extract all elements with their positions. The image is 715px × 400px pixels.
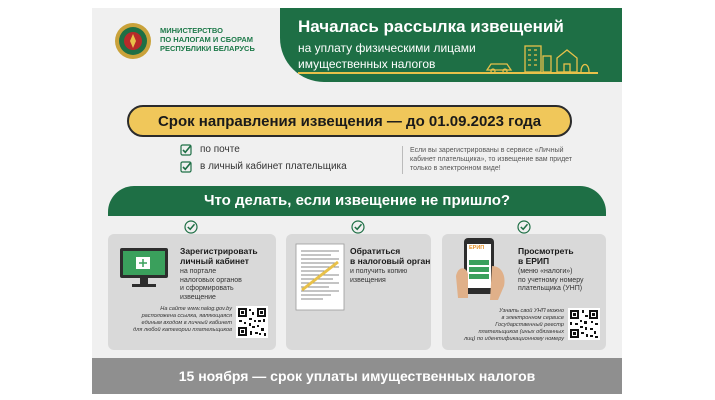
banner-subtitle: имущественных налогов	[298, 57, 436, 71]
ministry-line: МИНИСТЕРСТВО	[160, 26, 223, 35]
card-title-line: в налоговый орган	[350, 256, 431, 266]
document-icon	[294, 242, 346, 312]
card-title-line: личный кабинет	[180, 256, 249, 266]
deadline-text: Срок направления извещения — до 01.09.2023 года	[157, 113, 542, 130]
card-description-line: извещение	[180, 293, 216, 301]
card-title	[518, 246, 574, 266]
card-description	[350, 268, 407, 285]
qr-code-icon[interactable]	[568, 308, 600, 340]
what-to-do-title: Что делать, если извещение не пришло?	[203, 192, 511, 209]
card-footnote-line: в электронном сервисе	[501, 315, 564, 321]
card-title-line: Обратиться	[350, 246, 401, 256]
card-tax-office	[286, 234, 431, 350]
ministry-line: ПО НАЛОГАМ И СБОРАМ	[160, 35, 253, 44]
ministry-line: РЕСПУБЛИКИ БЕЛАРУСЬ	[160, 44, 255, 53]
card-footnote-line: лиц) по идентификационному номеру	[464, 336, 564, 342]
card-footnote-line: расположена ссылка, являющаяся	[141, 313, 232, 319]
card-description-line: плательщика (УНП)	[518, 285, 583, 292]
delivery-option-cabinet: в личный кабинет плательщика	[200, 161, 347, 172]
payment-deadline-text: 15 ноября — срок уплаты имущественных налогов	[178, 368, 536, 384]
card-description-line: и сформировать	[180, 285, 234, 292]
computer-icon	[118, 246, 170, 290]
card-title-line: в ЕРИП	[518, 256, 550, 266]
qr-code-icon[interactable]	[236, 306, 268, 338]
deadline-pill	[127, 105, 572, 137]
electronic-notice-note: Если вы зарегистрированы в сервисе «Личный кабинет плательщика», то извещение вам придет только в электронном виде!	[410, 147, 573, 172]
card-footnote-line: На сайте www.nalog.gov.by	[160, 306, 232, 312]
check-icon	[184, 220, 198, 234]
notice-poster	[92, 8, 622, 394]
checkbox-checked-icon	[180, 144, 192, 156]
card-description-line: на портале	[180, 268, 217, 275]
card-title-line: Зарегистрировать	[180, 246, 258, 256]
card-description-line: и получить копию	[350, 268, 408, 275]
card-footnote	[114, 306, 232, 334]
card-footnote-line: единым входом в личный кабинет	[141, 320, 232, 326]
check-icon	[351, 220, 365, 234]
card-title	[350, 246, 430, 266]
property-illustration-icon	[485, 40, 605, 76]
header-banner	[280, 8, 622, 82]
banner-subtitle: на уплату физическими лицами	[298, 41, 476, 55]
checkbox-checked-icon	[180, 161, 192, 173]
banner-title: Началась рассылка извещений	[298, 17, 564, 36]
card-title	[180, 246, 258, 266]
card-description-line: извещения	[350, 276, 386, 284]
card-footnote-line: для любой категории плательщиков	[133, 327, 232, 333]
card-description	[518, 268, 584, 294]
card-description-line: (меню «налоги»)	[518, 268, 573, 275]
ministry-emblem-icon	[114, 22, 152, 60]
card-footnote-line: Государственный реестр	[495, 322, 564, 328]
divider	[402, 146, 403, 174]
card-title-line: Просмотреть	[518, 246, 574, 256]
delivery-option-mail: по почте	[200, 144, 240, 155]
card-footnote	[446, 308, 564, 343]
check-icon	[517, 220, 531, 234]
ministry-name	[160, 26, 255, 53]
card-footnote-line: плательщиков (иных обязанных	[478, 329, 564, 335]
erip-label: ЕРИП	[469, 245, 485, 251]
card-description	[180, 268, 242, 302]
card-register-cabinet	[108, 234, 276, 350]
payment-deadline-footer	[92, 358, 622, 394]
card-description-line: налоговых органов	[180, 276, 242, 284]
what-to-do-bar	[108, 186, 606, 216]
card-description-line: по учетному номеру	[518, 276, 584, 284]
card-footnote-line: Узнать свой УНП можно	[499, 308, 564, 314]
card-erip	[442, 234, 606, 350]
